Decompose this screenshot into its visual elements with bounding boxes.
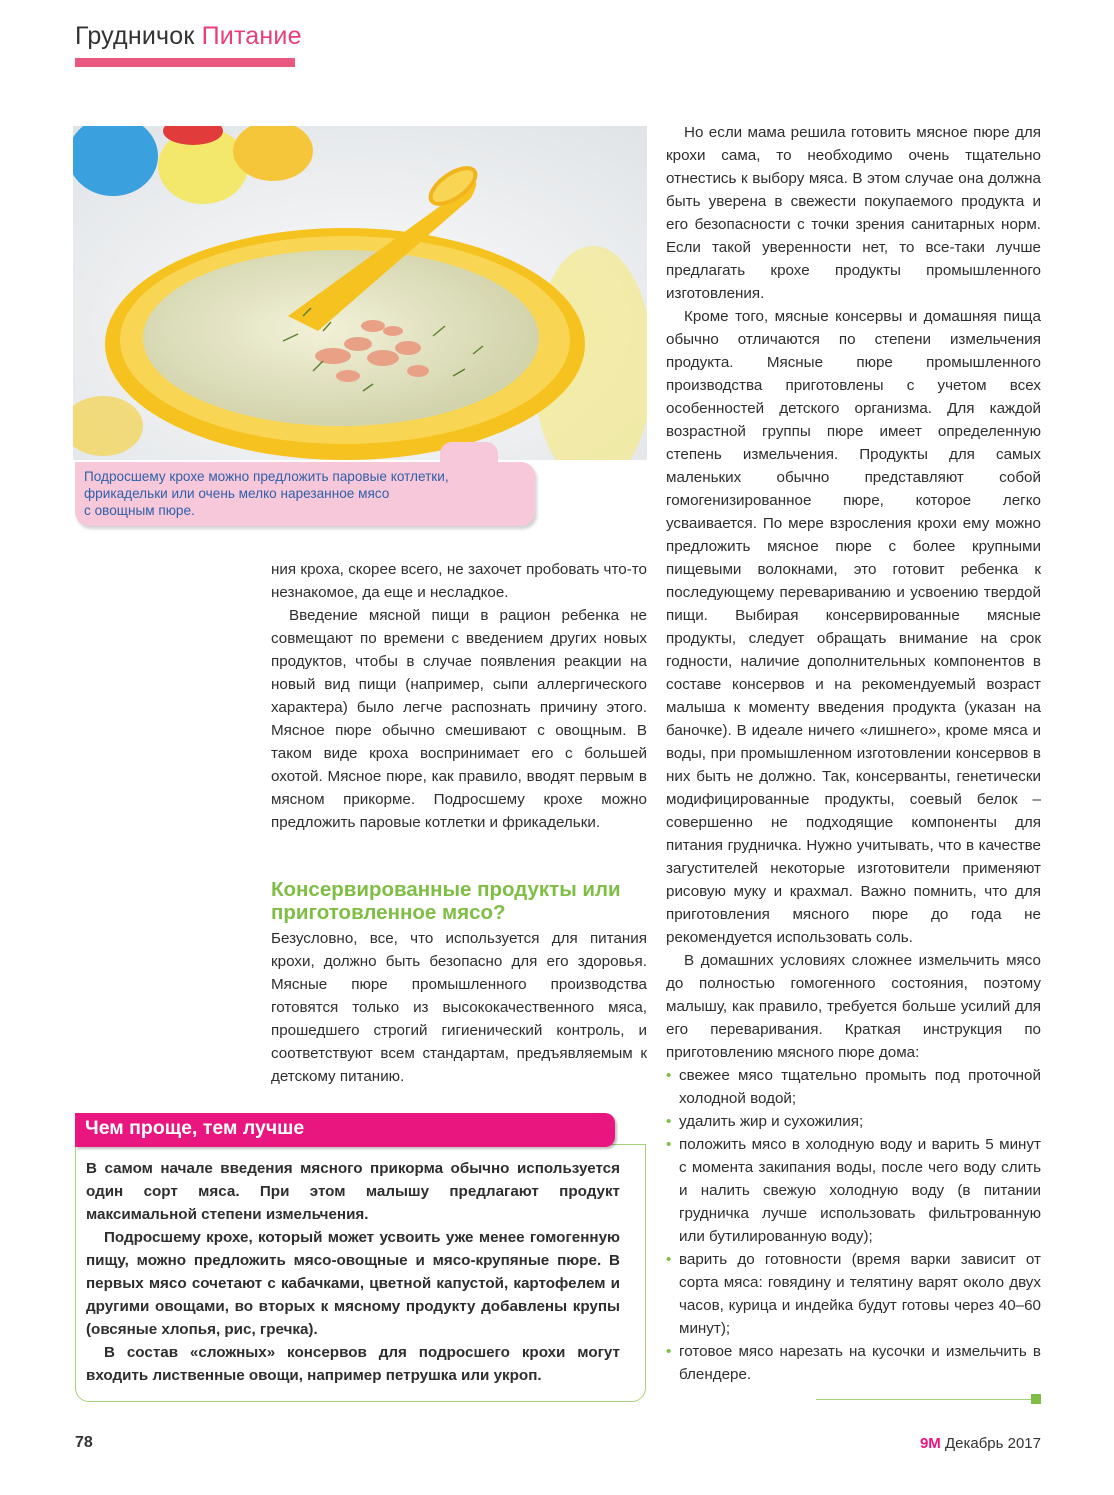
caption-line: с овощным пюре. (84, 503, 195, 518)
photo-caption (84, 468, 524, 519)
article-end-line (816, 1399, 1031, 1400)
header-underline (75, 58, 295, 67)
caption-line: фрикадельки или очень мелко нарезанное мясо (84, 486, 390, 501)
magazine-logo: 9М (919, 1435, 941, 1452)
list-item: • варить до готовности (время варки зависит от сорта мяса: говядину и телятину варят около двух часов, курица и индейка будут готовы через 40–60 минут); (666, 1248, 1041, 1340)
section-topic: Питание (201, 22, 302, 50)
paragraph: Подросшему крохе, который может усвоить уже менее гомогенную пищу, можно предложить мясо-овощные и мясо-крупяные пюре. В первых мясо сочетают с кабачками, цветной капустой, картофелем и другими овощами, во вторых к мясному продукту добавлены крупы (овсяные хлопья, рис, гречка). (86, 1229, 620, 1338)
right-column-text (666, 121, 1041, 1386)
subheading: Консервированные продукты или приготовленное мясо? (271, 878, 621, 924)
bowl-of-puree-photo (73, 126, 647, 460)
paragraph: Кроме того, мясные консервы и домашняя пища обычно отличаются по степени измельчения продукта. Мясные пюре промышленного производства приготовлены с учетом всех особенностей детского организма. Для каждой возрастной группы пюре имеет определенную степень измельчения. Продукты для самых маленьких обычно представляют собой гомогенизированное пюре, которое легко усваивается. По мере взросления крохи ему можно предложить мясное пюре с более крупными пищевыми волокнами, это готовит ребенка к последующему перевариванию и усвоению твердой пищи. Выбирая консервированные мясные продукты, следует обращать внимание на срок годности, наличие дополнительных компонентов в составе консервов и на рекомендуемый возраст малыша к моменту введения продукта (указан на баночке). В идеале ничего «лишнего», кроме мяса и воды, при промышленном изготовлении консервов в них быть не должно. Так, консерванты, генетически модифицированные продукты, соевый белок – совершенно не подходящие компоненты для питания грудничка. Нужно учитывать, что в качестве загустителей некоторые изготовители применяют рисовую муку и крахмал. Важно помнить, что для приготовления мясного пюре до года не рекомендуется использовать соль. (666, 308, 1041, 946)
instruction-list (666, 1064, 1041, 1386)
list-item: • свежее мясо тщательно промыть под проточной холодной водой; (666, 1064, 1041, 1110)
sidebar-box-text (86, 1157, 620, 1387)
list-item: • удалить жир и сухожилия; (666, 1110, 1041, 1133)
section-name: Грудничок (75, 22, 195, 50)
paragraph: В самом начале введения мясного прикорма обычно используется один сорт мяса. При этом малышу предлагают продукт максимальной степени измельчения. (86, 1160, 620, 1223)
paragraph: Введение мясной пищи в рацион ребенка не совмещают по времени с введением других новых продуктов, чтобы в случае появления реакции на новый вид пищи (например, сыпи аллергического характера) было легче распознать причину этого. Мясное пюре обычно смешивают с овощным. В таком виде кроха воспринимает его с большей охотой. Мясное пюре, как правило, вводят первым в мясном прикорме. Подросшему крохе можно предложить паровые котлетки и фрикадельки. (271, 607, 647, 831)
article-end-marker (1031, 1394, 1041, 1404)
list-item: • положить мясо в холодную воду и варить 5 минут с момента закипания воды, после чего воду слить и налить свежую холодную воду (в питании грудничка лучше использовать фильтрованную или бутилированную воду); (666, 1133, 1041, 1248)
paragraph: В домашних условиях сложнее измельчить мясо до полностью гомогенного состояния, поэтому малышу, как правило, требуется больше усилий для его переваривания. Краткая инструкция по приготовлению мясного пюре дома: (666, 952, 1041, 1061)
list-item: • готовое мясо нарезать на кусочки и измельчить в блендере. (666, 1340, 1041, 1386)
issue-footer (920, 1435, 1041, 1452)
paragraph: Но если мама решила готовить мясное пюре для крохи сама, то необходимо очень тщательно отнестись к выбору мяса. В этом случае она должна быть уверена в свежести покупаемого продукта и его безопасности с точки зрения санитарных норм. Если такой уверенности нет, то все-таки лучше предлагать крохе продукты промышленного изготовления. (666, 124, 1041, 302)
sidebar-box-title: Чем проще, тем лучше (85, 1117, 305, 1139)
section-header (75, 22, 302, 51)
paragraph: В состав «сложных» консервов для подросшего крохи могут входить лиственные овощи, например петрушка или укроп. (86, 1344, 620, 1384)
middle-column-text-2 (271, 927, 647, 1088)
paragraph: Безусловно, все, что используется для питания крохи, должно быть безопасно для его здоровья. Мясные пюре промышленного производства готовятся только из высококачественного мяса, прошедшего строгий гигиенический контроль, и соответствуют всем стандартам, предъявляемым к детскому питанию. (271, 930, 647, 1085)
issue-date: Декабрь 2017 (944, 1435, 1041, 1452)
sidebar-box-header (75, 1113, 615, 1147)
paragraph: ния кроха, скорее всего, не захочет пробовать что-то незнакомое, да еще и несладкое. (271, 561, 647, 601)
caption-line: Подросшему крохе можно предложить паровые котлетки, (84, 469, 449, 484)
page-number: 78 (75, 1434, 93, 1451)
middle-column-text (271, 558, 647, 834)
